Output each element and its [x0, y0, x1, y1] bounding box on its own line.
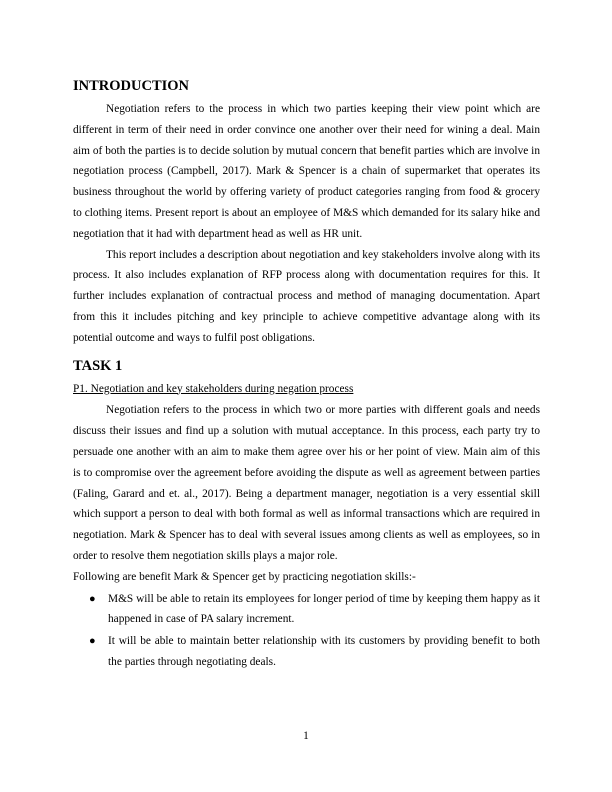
introduction-paragraph-1: Negotiation refers to the process in which two parties keeping their view point which are different in term of their need in order convince one another over their need for wining a deal. Main aim of both the parties is to decide solution by mutual concern that benefit parties which are involve in negotiation process (Campbell, 2017). Mark & Spencer is a chain of supermarket that operates its business throughout the world by offering variety of product categories ranging from food & grocery to clothing items. Present report is about an employee of M&S which demanded for its salary hike and negotiation that it had with department head as well as HR unit.: [73, 103, 540, 240]
list-item: [73, 589, 540, 631]
benefits-list: [73, 589, 540, 673]
task1-heading: TASK 1: [73, 357, 123, 374]
list-item: [73, 631, 540, 673]
task1-list-intro: Following are benefit Mark & Spencer get by practicing negotiation skills:-: [73, 570, 416, 583]
introduction-paragraph-2: This report includes a description about negotiation and key stakeholders involve along with its process. It also includes explanation of RFP process along with documentation requires for this. It further includes explanation of contractual process and method of managing documentation. Apart from this it includes pitching and key principle to achieve competitive advantage along with its potential outcome and ways to fulfil post obligations.: [73, 248, 540, 344]
bullet-icon: ●: [89, 635, 96, 648]
task1-paragraph-1: Negotiation refers to the process in which two or more parties with different goals and needs discuss their issues and find up a solution with mutual acceptance. In this process, each party try to persuade one another with an aim to make them agree over his or her point of view. Main aim of this is to compromise over the agreement before avoiding the dispute as well as agreement between parties (Faling, Garard and et. al., 2017). Being a department manager, negotiation is a very essential skill which support a person to deal with both formal as well as informal transactions which are required in negotiation. Mark & Spencer has to deal with several issues among clients as well as employees, so in order to resolve them negotiation skills plays a major role.: [73, 404, 540, 562]
task1-subheading: P1. Negotiation and key stakeholders during negation process: [73, 382, 354, 395]
list-item-text: M&S will be able to retain its employees for longer period of time by keeping them happy as it happened in case of PA salary increment.: [108, 592, 540, 626]
bullet-icon: ●: [89, 592, 96, 605]
page-number: 1: [303, 730, 309, 742]
page-content: [73, 75, 540, 673]
list-item-text: It will be able to maintain better relationship with its customers by providing benefit to both the parties through negotiating deals.: [108, 635, 540, 668]
introduction-heading: INTRODUCTION: [73, 78, 190, 94]
